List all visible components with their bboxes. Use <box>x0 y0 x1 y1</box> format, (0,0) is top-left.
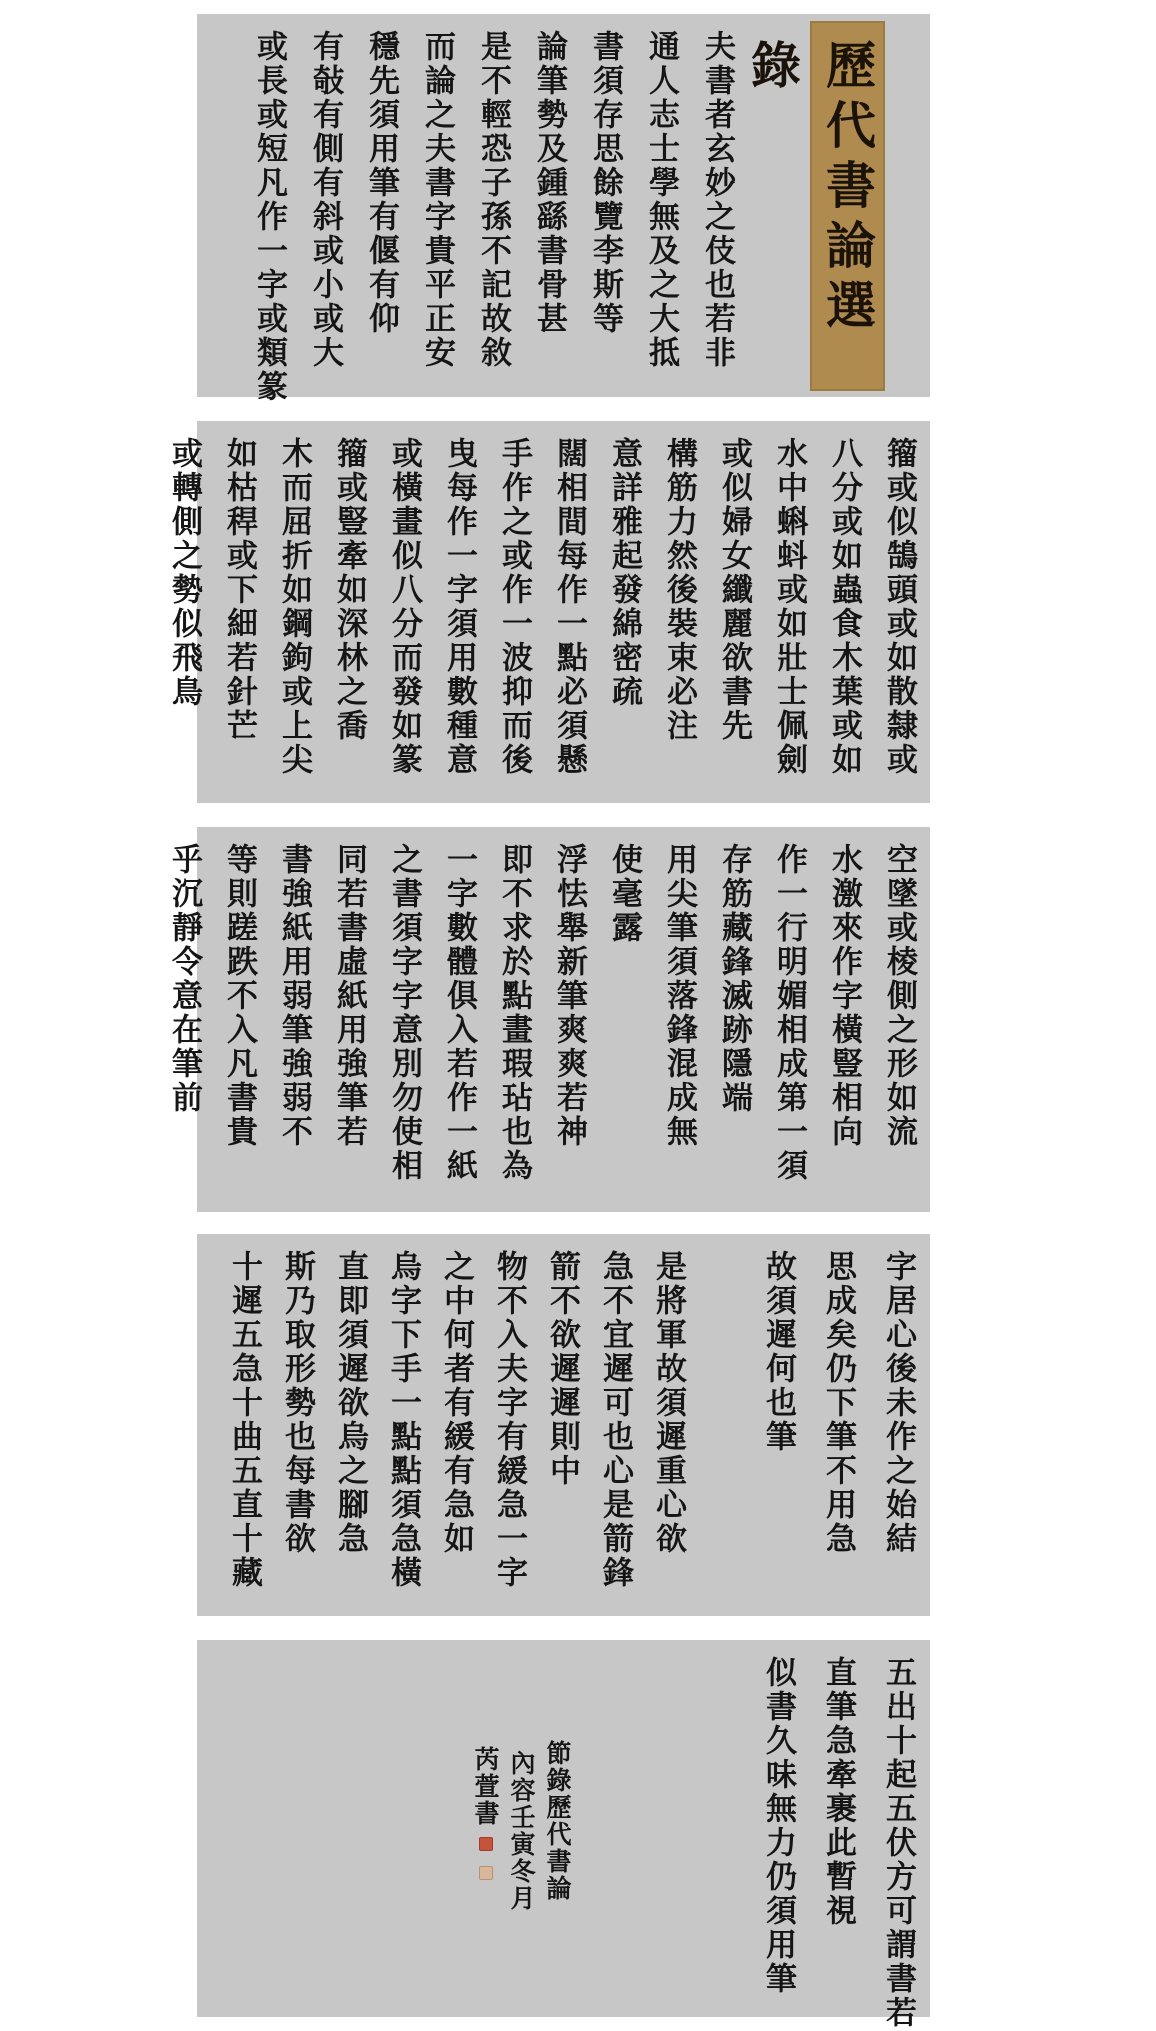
text-column: 八分或如蟲食木葉或如 <box>826 437 862 777</box>
text-column: 直即須遲欲烏之腳急 <box>332 1250 368 1556</box>
text-column: 箭不欲遲遲則中 <box>544 1250 580 1488</box>
text-column: 作一行明媚相成第一須 <box>771 843 807 1183</box>
text-column: 意詳雅起發綿密疏 <box>606 437 642 709</box>
text-column: 一字數體俱入若作一紙 <box>441 843 477 1183</box>
text-column: 曳每作一字須用數種意 <box>441 437 477 777</box>
text-column: 字居心後未作之始結 <box>880 1250 916 1556</box>
text-column: 闊相間每作一點必須懸 <box>551 437 587 777</box>
text-column: 急不宜遲可也心是箭鋒 <box>597 1250 633 1590</box>
text-column: 之中何者有緩有急如 <box>438 1250 474 1556</box>
text-columns <box>197 1234 930 1616</box>
text-column: 而論之夫書字貴平正安 <box>419 30 455 370</box>
calligraphy-panel-4 <box>197 1234 930 1616</box>
text-column: 空墜或棱側之形如流 <box>881 843 917 1149</box>
text-column: 之書須字字意別勿使相 <box>386 843 422 1183</box>
text-columns <box>166 421 930 803</box>
text-column: 烏字下手一點點須急橫 <box>385 1250 421 1590</box>
text-column: 是將軍故須遲重心欲 <box>650 1250 686 1556</box>
text-column: 思成矣仍下筆不用急 <box>820 1250 856 1556</box>
text-column: 水激來作字橫豎相向 <box>826 843 862 1149</box>
text-column: 故須遲何也筆 <box>760 1250 796 1454</box>
text-column: 木而屈折如鋼鉤或上尖 <box>276 437 312 777</box>
text-column: 如枯稈或下細若針芒 <box>221 437 257 743</box>
text-column: 五出十起五伏方可謂書若 <box>880 1656 916 2030</box>
text-column: 乎沉靜令意在筆前 <box>166 843 202 1115</box>
artwork-title: 歷代書論選錄 <box>743 39 877 339</box>
text-column: 或長或短凡作一字或類篆 <box>251 30 287 404</box>
text-column: 構筋力然後裝束必注 <box>661 437 697 743</box>
text-column: 書須存思餘覽李斯等 <box>587 30 623 336</box>
text-columns <box>166 827 930 1212</box>
text-column: 水中蝌蚪或如壯士佩劍 <box>771 437 807 777</box>
text-column: 即不求於點畫瑕玷也為 <box>496 843 532 1183</box>
text-column: 書強紙用弱筆強弱不 <box>276 843 312 1149</box>
text-columns <box>197 14 930 404</box>
text-column: 十遲五急十曲五直十藏 <box>226 1250 262 1590</box>
text-column: 同若書虛紙用強筆若 <box>331 843 367 1149</box>
text-column: 斯乃取形勢也每書欲 <box>279 1250 315 1556</box>
signature-line: 內容壬寅冬月 <box>507 1750 536 1912</box>
text-column: 論筆勢及鍾繇書骨甚 <box>531 30 567 336</box>
text-column: 手作之或作一波抑而後 <box>496 437 532 777</box>
text-column: 使毫露 <box>606 843 642 945</box>
text-column: 似書久味無力仍須用筆 <box>760 1656 796 1996</box>
text-column: 夫書者玄妙之伎也若非 <box>699 30 735 370</box>
text-column: 物不入夫字有緩急一字 <box>491 1250 527 1590</box>
leisure-seal-icon <box>479 1866 493 1880</box>
text-column: 籀或似鵠頭或如散隸或 <box>881 437 917 777</box>
text-column: 等則蹉跌不入凡書貴 <box>221 843 257 1149</box>
text-column: 或轉側之勢似飛鳥 <box>166 437 202 709</box>
text-column: 穩先須用筆有偃有仰 <box>363 30 399 336</box>
text-column: 有敧有側有斜或小或大 <box>307 30 343 370</box>
signature-line: 節錄歷代書論 <box>543 1740 572 1902</box>
text-column: 存筋藏鋒滅跡隱端 <box>716 843 752 1115</box>
name-seal-icon <box>479 1837 493 1851</box>
text-column: 浮怯舉新筆爽爽若神 <box>551 843 587 1149</box>
text-column: 用尖筆須落鋒混成無 <box>661 843 697 1149</box>
text-column: 或橫畫似八分而發如篆 <box>386 437 422 777</box>
text-column: 是不輕恐子孫不記故敘 <box>475 30 511 370</box>
calligraphy-panel-2 <box>166 421 930 803</box>
text-column: 籀或豎牽如深林之喬 <box>331 437 367 743</box>
text-column: 或似婦女纖麗欲書先 <box>716 437 752 743</box>
text-column: 通人志士學無及之大抵 <box>643 30 679 370</box>
calligraphy-panel-3 <box>166 827 930 1212</box>
signature-line: 芮萱書 <box>471 1746 500 1827</box>
text-column: 直筆急牽裹此暫視 <box>820 1656 856 1928</box>
calligraphy-panel-1 <box>197 14 930 404</box>
calligraphy-panel-5 <box>197 1640 930 2030</box>
